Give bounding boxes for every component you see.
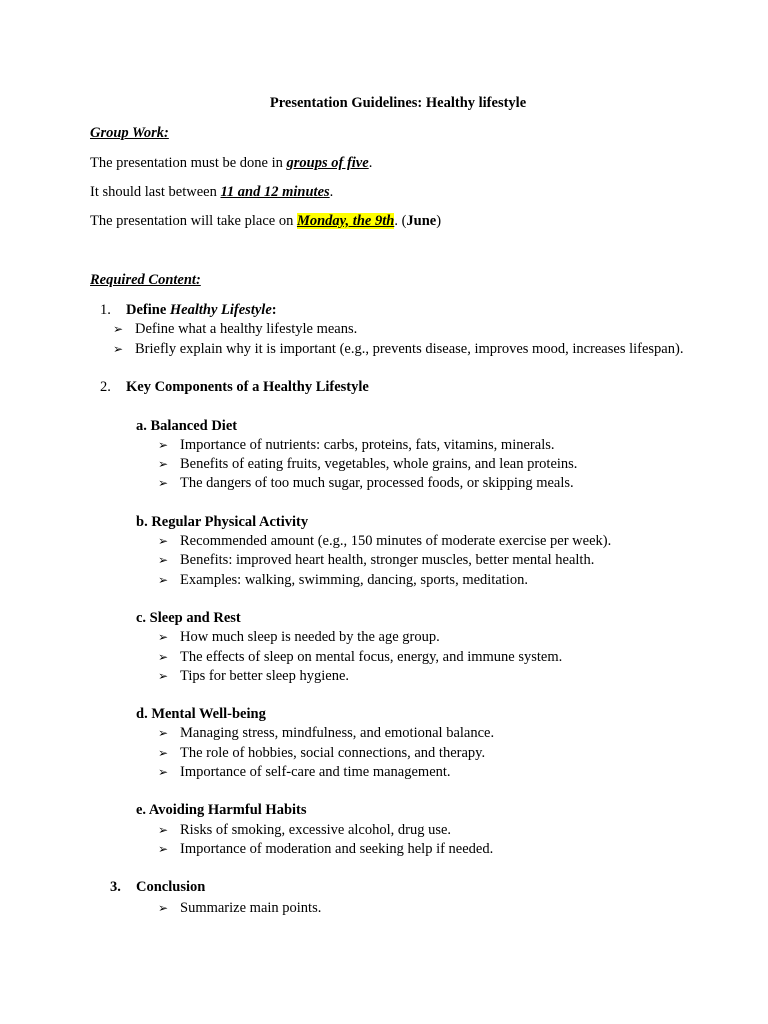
duration-text: It should last between [90,184,221,200]
list-item [158,571,528,589]
group-work-heading [90,124,169,142]
subsection-physical-activity: b. Regular Physical Activity [136,514,309,530]
arrow-bullet-icon: ➢ [158,553,169,567]
list-item [158,436,555,454]
required-content-heading-text: Required Content: [90,272,201,288]
section-2-label: Key Components of a Healthy Lifestyle [126,379,369,395]
arrow-bullet-icon: ➢ [113,322,124,336]
list-item [158,551,594,569]
section-2-heading [100,378,369,396]
list-item-text: How much sleep is needed by the age group. [180,629,440,645]
list-item-text: Benefits of eating fruits, vegetables, whole grains, and lean proteins. [180,456,578,472]
section-1-label: Define [126,302,170,318]
required-content-heading [90,271,201,289]
duration-emphasis: 11 and 12 minutes [220,184,330,200]
date-month: June [406,213,437,229]
arrow-bullet-icon: ➢ [158,823,169,837]
date-separator: . ( [394,213,407,229]
list-item-text: Importance of self-care and time management. [180,764,451,780]
group-size-line [90,154,372,172]
subsection-mental-wellbeing: d. Mental Well-being [136,706,266,722]
duration-period: . [329,184,334,200]
list-item [158,744,485,762]
list-item [158,899,321,917]
list-item-text: The dangers of too much sugar, processed foods, or skipping meals. [180,475,574,491]
arrow-bullet-icon: ➢ [158,573,169,587]
list-item-text: Risks of smoking, excessive alcohol, drug use. [180,822,452,838]
list-item [158,455,577,473]
group-size-emphasis: groups of five [286,155,369,171]
list-item [158,724,494,742]
arrow-bullet-icon: ➢ [158,476,169,490]
subsection-balanced-diet: a. Balanced Diet [136,418,238,434]
date-line [90,212,441,230]
group-work-heading-text: Group Work: [90,125,169,141]
section-3-heading [110,878,205,896]
arrow-bullet-icon: ➢ [158,650,169,664]
date-close-paren: ) [436,213,442,229]
arrow-bullet-icon: ➢ [158,438,169,452]
list-item [158,628,440,646]
list-item-text: Recommended amount (e.g., 150 minutes of moderate exercise per week). [180,533,612,549]
list-item-text: Tips for better sleep hygiene. [180,668,350,684]
duration-line [90,183,333,201]
group-size-period: . [368,155,373,171]
date-highlight: Monday, the 9th [296,213,395,229]
list-item-text: Importance of moderation and seeking help if needed. [180,841,494,857]
arrow-bullet-icon: ➢ [158,746,169,760]
subsection-harmful-habits: e. Avoiding Harmful Habits [136,802,307,818]
arrow-bullet-icon: ➢ [158,842,169,856]
document-title: Presentation Guidelines: Healthy lifestyle [269,95,527,111]
list-item [113,340,683,358]
list-item-text: The effects of sleep on mental focus, energy, and immune system. [180,649,563,665]
section-1-label-emphasis: Healthy Lifestyle [169,302,272,318]
section-1-label-colon: : [271,302,277,318]
list-item [158,648,562,666]
list-item-text: The role of hobbies, social connections, and therapy. [180,745,486,761]
arrow-bullet-icon: ➢ [158,765,169,779]
section-1-number: 1. [100,302,111,318]
section-2-number: 2. [100,379,111,395]
list-item-text: Summarize main points. [180,900,322,916]
list-item [158,474,574,492]
arrow-bullet-icon: ➢ [158,457,169,471]
subsection-sleep-rest: c. Sleep and Rest [136,610,241,626]
list-item [158,821,451,839]
arrow-bullet-icon: ➢ [158,669,169,683]
list-item-text: Define what a healthy lifestyle means. [135,321,358,337]
arrow-bullet-icon: ➢ [113,342,124,356]
list-item [158,763,451,781]
list-item [113,320,357,338]
list-item [158,532,611,550]
list-item-text: Benefits: improved heart health, stronger muscles, better mental health. [180,552,595,568]
list-item-text: Briefly explain why it is important (e.g., prevents disease, improves mood, increases lifespan). [135,341,684,357]
section-3-number: 3. [110,879,121,895]
arrow-bullet-icon: ➢ [158,534,169,548]
group-size-text: The presentation must be done in [90,155,287,171]
list-item-text: Examples: walking, swimming, dancing, sports, meditation. [180,572,528,588]
arrow-bullet-icon: ➢ [158,901,169,915]
list-item-text: Managing stress, mindfulness, and emotional balance. [180,725,495,741]
list-item [158,667,349,685]
list-item-text: Importance of nutrients: carbs, proteins, fats, vitamins, minerals. [180,437,555,453]
arrow-bullet-icon: ➢ [158,726,169,740]
arrow-bullet-icon: ➢ [158,630,169,644]
date-text: The presentation will take place on [90,213,297,229]
section-3-label: Conclusion [136,879,206,895]
section-1-heading [100,301,277,319]
list-item [158,840,493,858]
